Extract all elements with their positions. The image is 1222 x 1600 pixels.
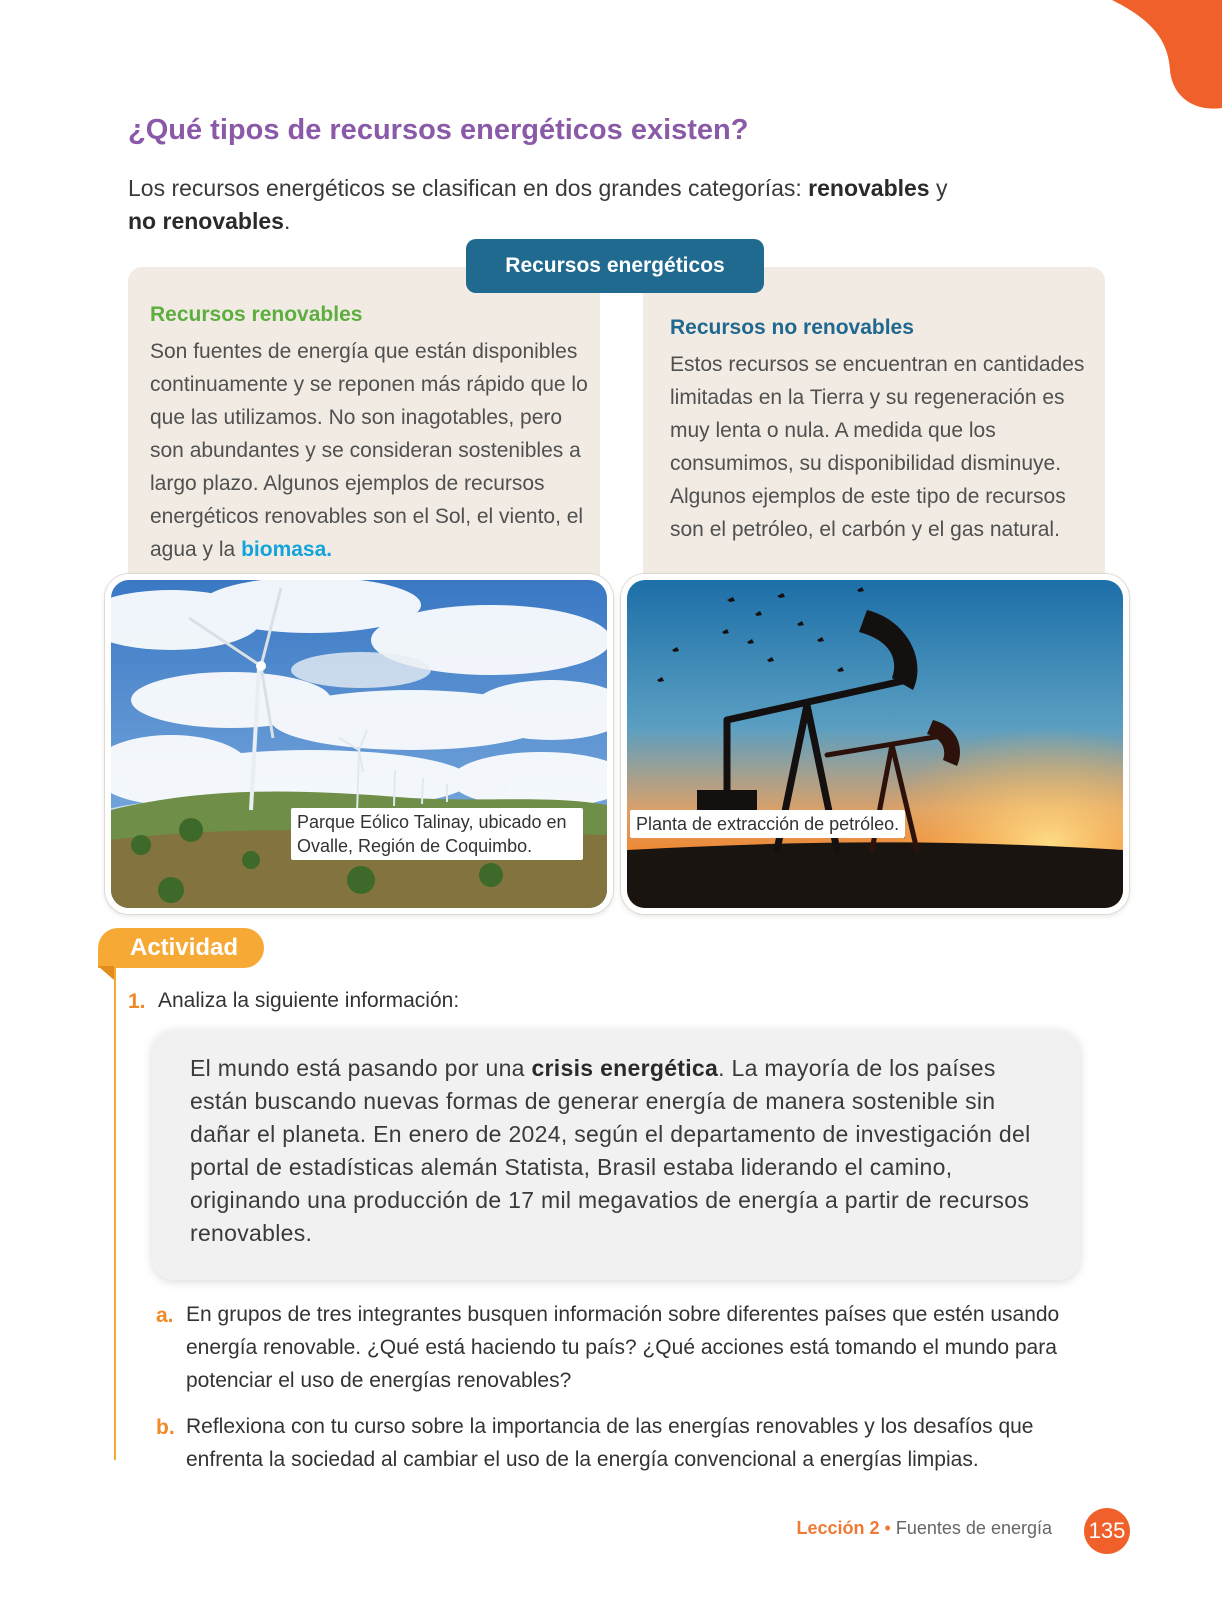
activity-side-line [114, 968, 116, 1460]
activity-tab: Actividad [98, 928, 264, 968]
wind-farm-caption: Parque Eólico Talinay, ubicado en Ovalle, Región de Coquimbo. [291, 808, 583, 860]
reading-text: El mundo está pasando por una crisis energética. La mayoría de los países están buscando nuevas formas de generar energía de manera sostenible sin dañar el planeta. En enero de 2024, según el departamento de investigación del portal de estadísticas alemán Statista, Brasil estaba liderando el camino, originando una producción de 17 mil megavatios de energía a partir de recursos renovables. [190, 1055, 1031, 1246]
page-number-badge: 135 [1084, 1508, 1130, 1554]
page-title: ¿Qué tipos de recursos energéticos existen? [128, 114, 749, 146]
reading-bold-term: crisis energética [531, 1055, 719, 1081]
reading-box [152, 1030, 1080, 1280]
renewable-text: Son fuentes de energía que están disponibles continuamente y se reponen más rápido que lo que las utilizamos. No son inagotables, pero son abundantes y se consideran sostenibles a largo plazo. Algunos ejemplos de recursos energéticos renovables son el Sol, el viento, el agua y la biomasa. [150, 340, 588, 561]
renewable-title: Recursos renovables [150, 303, 363, 326]
question-1-number: 1. [128, 990, 146, 1013]
sub-question-b-text: Reflexiona con tu curso sobre la importancia de las energías renovables y los desafíos que enfrenta la sociedad al cambiar el uso de la energía convencional a energías limpias. [186, 1415, 1034, 1471]
activity-tab-notch [98, 966, 114, 980]
intro-bold-renewables: renovables [808, 175, 930, 201]
sub-question-a-text: En grupos de tres integrantes busquen información sobre diferentes países que estén usando energía renovable. ¿Qué está haciendo tu país? ¿Qué acciones está tomando el mundo para potenciar el uso de energías renovables? [186, 1303, 1060, 1392]
nonrenewable-title: Recursos no renovables [670, 316, 914, 339]
sub-question-a-label: a. [156, 1304, 174, 1327]
footer-lesson: Lección 2 [796, 1518, 880, 1538]
page-footer [797, 1518, 1053, 1539]
intro-bold-nonrenewables: no renovables [128, 208, 284, 234]
oil-pump-photo [621, 574, 1129, 914]
footer-separator: • [884, 1518, 891, 1538]
oil-pump-illustration [627, 580, 1123, 908]
biomasa-term: biomasa. [241, 538, 333, 561]
oil-pump-caption: Planta de extracción de petróleo. [630, 810, 905, 838]
wind-farm-photo [105, 574, 613, 914]
intro-paragraph: Los recursos energéticos se clasifican en dos grandes categorías: renovables y no renovables. [128, 175, 948, 234]
sub-question-b-label: b. [156, 1416, 175, 1439]
footer-topic: Fuentes de energía [895, 1518, 1052, 1538]
nonrenewable-text: Estos recursos se encuentran en cantidades limitadas en la Tierra y su regeneración es muy lenta o nula. A medida que los consumimos, su disponibilidad disminuye. Algunos ejemplos de este tipo de recursos son el petróleo, el carbón y el gas natural. [670, 353, 1085, 541]
corner-decoration [1112, 0, 1222, 115]
resources-banner: Recursos energéticos [466, 239, 764, 293]
question-1-text: Analiza la siguiente información: [158, 989, 460, 1012]
